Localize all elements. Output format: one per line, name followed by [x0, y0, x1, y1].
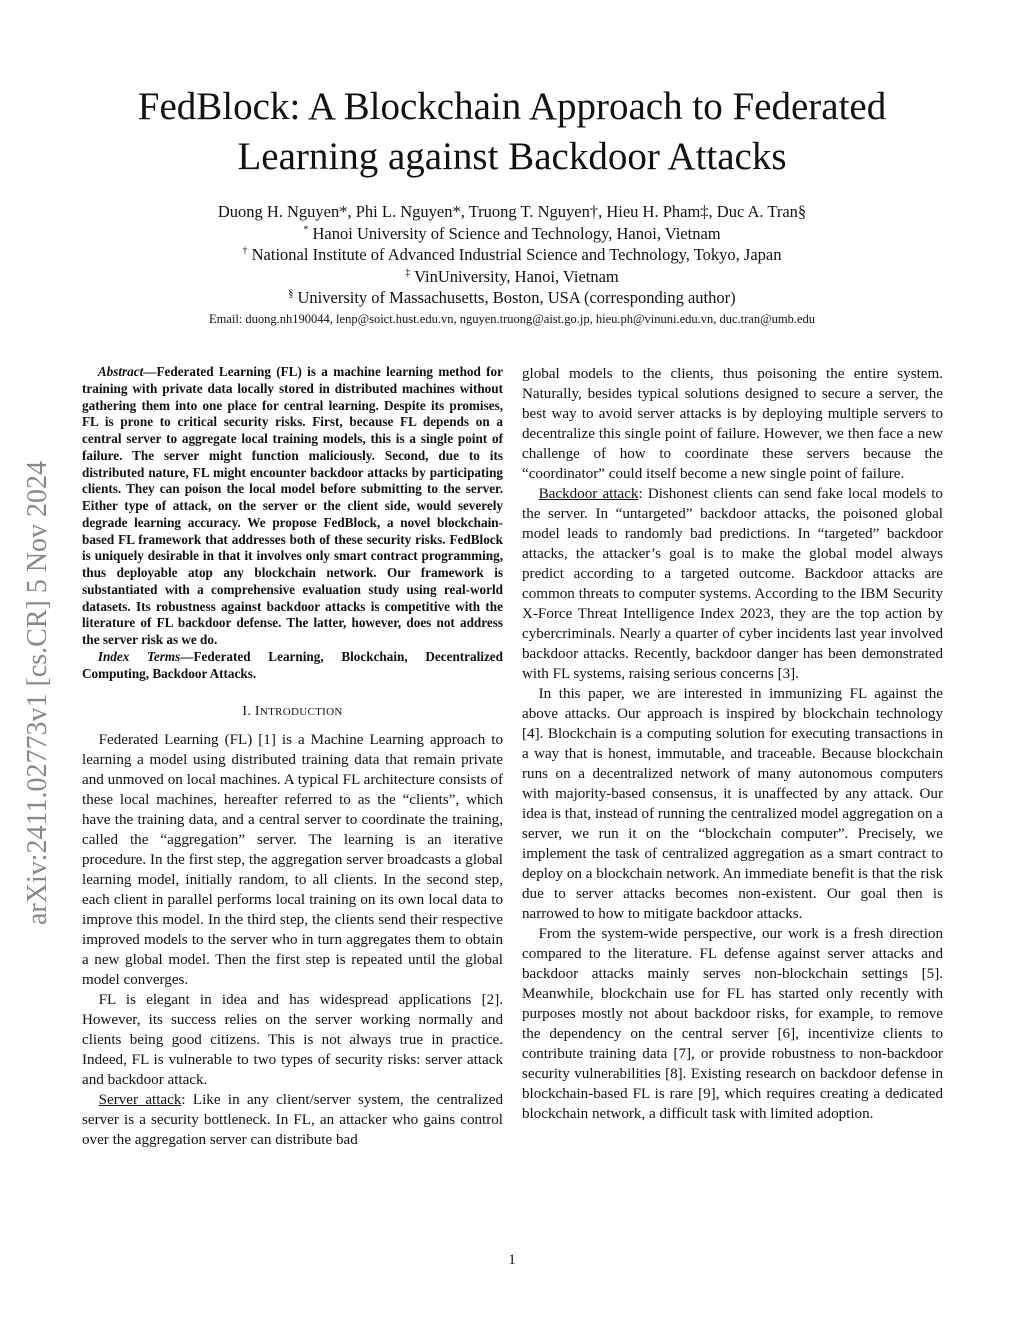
index-terms — [82, 649, 503, 683]
title-line: Learning against Backdoor Attacks — [237, 135, 787, 178]
page-number: 1 — [508, 1252, 516, 1268]
affiliation-text: National Institute of Advanced Industrial Science and Technology, Tokyo, Japan — [251, 245, 782, 264]
affiliation — [0, 287, 1024, 309]
left-column — [82, 364, 503, 1150]
index-terms-text: —Federated Learning, Blockchain, Decentralized Computing, Backdoor Attacks. — [82, 648, 503, 681]
affiliation — [0, 244, 1024, 266]
abstract — [82, 364, 503, 649]
abstract-label: Abstract — [97, 364, 144, 379]
paragraph: global models to the clients, thus poisoning the entire system. Naturally, besides typical solutions designed to secure a server, the best way to avoid server attacks is by deploying multiple servers to decentralize this single point of failure. However, we then face a new challenge of how to coordinate these servers because the “coordinator” could itself become a new single point of failure. — [522, 366, 943, 482]
section-initial: I — [254, 704, 260, 720]
affiliation-mark: * — [303, 224, 309, 235]
affiliation-mark: † — [242, 245, 248, 257]
affiliation — [0, 223, 1024, 245]
paragraph-text: : Dishonest clients can send fake local models to the server. In “untargeted” backdoor attacks, the poisoned global model leads to randomly bad predictions. In “targeted” backdoor attacks, the attacker’s goal is to make the global model always predict according to a targeted outcome. Backdoor attacks are common threats to computer systems. According to the IBM Security X-Force Threat Intelligence Index 2023, they are the top action by cybercriminals. Nearly a quarter of cyber incidents last year involved backdoor attacks. Recently, backdoor danger has been demonstrated with FL systems, raising serious concerns [3]. — [522, 486, 943, 682]
paragraph: Federated Learning (FL) [1] is a Machine Learning approach to learning a model using distributed training data that remain private and unmoved on local machines. A typical FL architecture consists of these local machines, hereafter referred to as the “clients”, which have the training data, and a central server to coordinate the training, called the “aggregation” server. The learning is an iterative procedure. In the first step, the aggregation server broadcasts a global learning model, initially random, to all clients. In the second step, each client in parallel performs local training on its own local data to improve this model. In the third step, the clients send their respective improved models to the server who in turn aggregates them to obtain a new global model. Then the first step is repeated until the global model converges. — [82, 732, 503, 989]
affiliation-mark: § — [288, 288, 294, 300]
affiliation-text: University of Massachusetts, Boston, USA (corresponding author) — [297, 288, 736, 307]
index-terms-label: Index Terms — [97, 648, 181, 664]
arxiv-stamp: arXiv:2411.02773v1 [cs.CR] 5 Nov 2024 — [22, 460, 53, 925]
section-title: NTRODUCTION — [259, 706, 343, 719]
title-line: FedBlock: A Blockchain Approach to Federated — [137, 85, 887, 128]
paragraph-text: : Like in any client/server system, the centralized server is a security bottleneck. In FL, an attacker who gains control over the aggregation server can distribute bad — [82, 1092, 504, 1149]
paragraph: In this paper, we are interested in immunizing FL against the above attacks. Our approach is inspired by blockchain technology [4]. Blockchain is a computing solution for executing transactions in a way that is honest, immutable, and traceable. Because blockchain runs on a decentralized network of many autonomous computers with majority-based consensus, it is unaffected by any attack. Our idea is that, instead of running the centralized model aggregation on a server, we run it on the “blockchain computer”. Precisely, we implement the task of centralized aggregation as a smart contract to deploy on a blockchain network. An immediate benefit is that the risk due to server attacks becomes non-existent. Our goal then is narrowed to how to mitigate backdoor attacks. — [522, 686, 943, 922]
right-column — [522, 364, 943, 1124]
email-line: Email: duong.nh190044, lenp@soict.hust.edu.vn, nguyen.truong@aist.go.jp, hieu.ph@vinuni.edu.vn, duc.tran@umb.edu — [208, 311, 816, 326]
abstract-text: —Federated Learning (FL) is a machine learning method for training with private data locally stored in distributed machines without gathering them into one place for central learning. Despite its promises, FL is prone to critical security risks. First, because FL depends on a central server to aggregate local training models, this is a single point of failure. The server might function maliciously. Second, due to its distributed nature, FL might encounter backdoor attacks by participating clients. They can poison the local model before submitting to the server. Either type of attack, on the server or the client side, would severely degrade learning accuracy. We propose FedBlock, a novel blockchain-based FL framework that addresses both of these security risks. FedBlock is uniquely desirable in that it involves only smart contract programming, thus deployable atop any blockchain network. Our framework is substantiated with a comprehensive evaluation study using real-world datasets. Its robustness against backdoor attacks is competitive with the literature of FL backdoor defense. The latter, however, does not address the server risk as we do. — [82, 364, 503, 647]
affiliation-text: VinUniversity, Hanoi, Vietnam — [414, 266, 619, 286]
paragraph — [82, 1090, 503, 1150]
paper-title — [0, 82, 1024, 182]
paragraph: From the system-wide perspective, our work is a fresh direction compared to the literature. FL defense against server attacks and backdoor attacks mainly serves non-blockchain settings [5]. Meanwhile, blockchain use for FL has started only recently with purposes mostly not about backdoor risks, for example, to remove the dependency on the central server [6], incentivize clients to contribute training data [7], or provide robustness to non-backdoor security vulnerabilities [8]. Existing research on backdoor defense in blockchain-based FL is rare [9], which requires creating a dedicated blockchain network, a difficult task with limited adoption. — [522, 926, 943, 1122]
section-heading — [82, 704, 503, 720]
backdoor-attack-label: Backdoor attack — [538, 486, 639, 502]
section-number: I. — [242, 704, 255, 720]
affiliation — [0, 266, 1024, 288]
author-list: Duong H. Nguyen*, Phi L. Nguyen*, Truong T. Nguyen†, Hieu H. Pham‡, Duc A. Tran§ — [217, 202, 807, 221]
affiliation-text: Hanoi University of Science and Technology, Hanoi, Vietnam — [312, 223, 721, 243]
paragraph — [522, 484, 943, 684]
affiliation-mark: ‡ — [405, 267, 411, 278]
server-attack-label: Server attack — [98, 1092, 182, 1109]
paragraph: FL is elegant in idea and has widespread applications [2]. However, its success relies on the server working normally and clients being good citizens. This is not always true in practice. Indeed, FL is vulnerable to two types of security risks: server attack and backdoor attack. — [82, 992, 503, 1089]
author-block — [0, 201, 1024, 329]
